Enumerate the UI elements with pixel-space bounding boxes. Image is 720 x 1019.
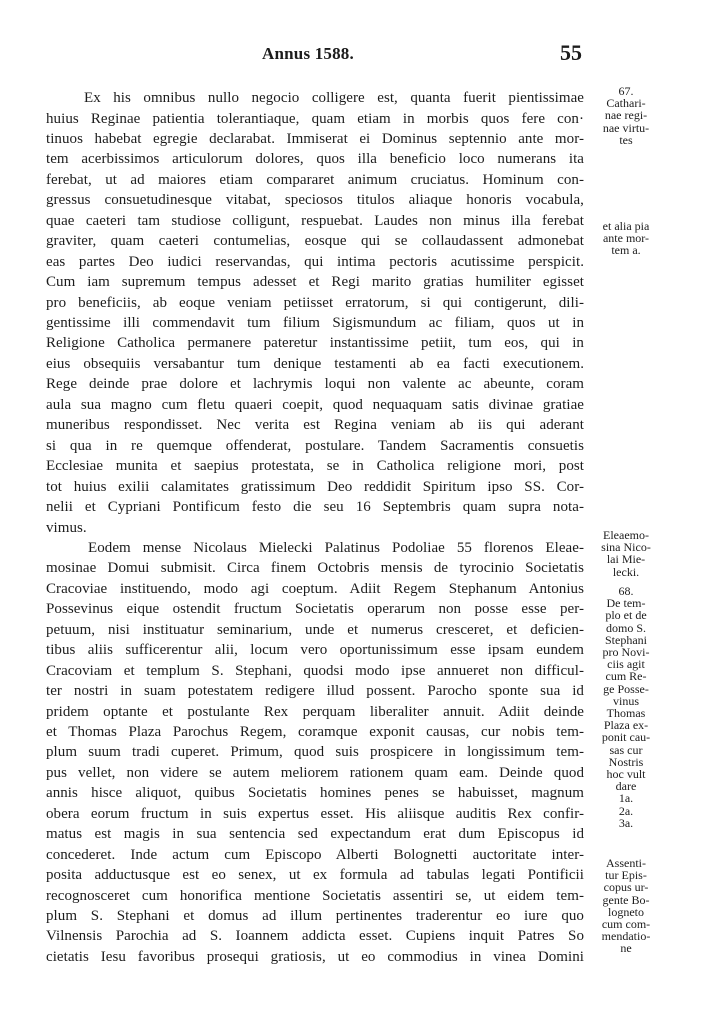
text-line: graviter, quam caeteri contumelias, eosque qui se collaudassent admonebat	[46, 233, 584, 250]
text-line: Ex his omnibus nullo negocio colligere est, quanta fuerit pientissimae	[84, 90, 584, 106]
text-line: Eodem mense Nicolaus Mielecki Palatinus Podoliae 55 florenos Eleae-	[88, 539, 584, 556]
text-line: tot huius exilii calamitates gratissimum Deo reddidit Spiritum ipso SS. Cor-	[46, 478, 584, 495]
text-line: vimus.	[46, 519, 87, 536]
margin-note-line: Assenti-	[606, 856, 646, 870]
text-line: quae caeteri tam studiose colligunt, respuebat. Laudes non minus illa ferebat	[46, 212, 584, 229]
text-line: cietatis Iesu favoribus prosequi gratiosis, ut eo commodius in vinea Domini	[46, 948, 584, 965]
text-line: Cracoviam et templum S. Stephani, quodsi modo ipse annueret non difficul-	[46, 662, 584, 679]
margin-note-line: et alia pia	[602, 219, 650, 233]
margin-note-line: gente Bo-	[602, 892, 650, 907]
text-line: Ecclesiae munita et saepius protestata, se in Catholica religione mori, post	[46, 458, 584, 475]
margin-note-line: sina Nico-	[601, 540, 651, 555]
text-line: et Thomas Plaza Parochus Regem, coramque exponit causas, cur nobis tem-	[46, 723, 584, 740]
text-line: ferebat, ut ad maiores etiam compararet animum cruciatus. Hominum con-	[46, 171, 584, 188]
text-line: nelii et Cypriani Pontificum festo die seu 16 Septembris quam supra nota-	[46, 499, 584, 515]
margin-note-line: nae regi-	[604, 108, 648, 123]
text-line: gentissime illi commendavit tum filium Sigismundum ac filiam, quos ut in	[46, 314, 584, 331]
text-line: petuum, nisi instituatur seminarium, unde et numerus cresceret, et deficien-	[46, 621, 584, 638]
margin-note-line: De tem-	[606, 596, 646, 611]
margin-note-line: domo S.	[605, 620, 646, 635]
margin-note-line: 68.	[618, 584, 634, 598]
text-line: Possevinus eique ostendit fructum Societatis operarum non posse esse per-	[46, 601, 584, 618]
text-line: recognosceret cum honorifica mentione Societatis assentiri se, ut eidem tem-	[46, 887, 584, 904]
margin-note-line: nae virtu-	[602, 120, 650, 135]
margin-note-line: ciis agit	[607, 657, 645, 672]
text-line: posita adductusque est eo senex, ut ex formula ad tabulas legati Pontificii	[46, 867, 584, 884]
text-line: plum suum tradi cuperet. Primum, quod suis prospicere in longissimum tem-	[46, 744, 584, 761]
text-line: pridem optante et postulante Rex perquam liberaliter annuit. Adiit deinde	[46, 703, 584, 720]
text-line: mosinae Domui submisit. Circa finem Octobris mensis de tyrocinio Societatis	[46, 560, 584, 577]
margin-note-line: ne	[620, 941, 632, 956]
margin-note-line: Thomas	[606, 706, 646, 720]
running-header-title: Annus 1588.	[262, 44, 354, 63]
text-line: eius obsequiis versabantur tum denique testamenti ab ea facti executionem.	[46, 355, 584, 372]
text-line: huius Reginae patientia tolerantiaque, quam etiam in morbis quos fere con·	[46, 110, 584, 127]
text-line: tinuos habebat egregie declarabat. Immiserat ei Dominus septennio ante mor-	[46, 130, 584, 147]
margin-note-line: hoc vult	[606, 767, 646, 781]
text-line: ter nostri in suam potestatem redigere illud possent. Parocho sponte sua id	[46, 683, 584, 699]
margin-note-line: cum Re-	[605, 669, 647, 684]
margin-note-line: Plaza ex-	[603, 718, 649, 733]
page-number: 55	[560, 40, 582, 65]
margin-note-line: 67.	[618, 84, 634, 98]
margin-note-line: sas cur	[609, 742, 643, 757]
margin-note-line: pro Novi-	[602, 645, 650, 659]
text-line: obera eorum fructum in suis expertus esset. His aliisque auditis Rex confir-	[46, 805, 584, 822]
text-line: gressus consuetudinesque vitabat, speciosos titulos aliaque honoris vocabula,	[46, 192, 584, 209]
text-line: pro beneficiis, ab eoque veniam petiisset erratorum, si qui contigerunt, dili-	[46, 294, 584, 311]
text-line: eas partes Deo iudici reservandas, qui intima pectoris acutissime perspicit.	[46, 253, 584, 270]
margin-note-line: tur Epis-	[605, 868, 647, 883]
margin-note-line: 2a.	[618, 803, 634, 818]
margin-note-line: Nostris	[608, 754, 644, 769]
text-line: muneribus respondisset. Nec verita est Regina veniam ab iis qui aderant	[46, 417, 584, 434]
margin-note-line: Stephani	[605, 632, 647, 647]
margin-note-line: tem a.	[611, 243, 641, 258]
text-line: tem acerbissimos articulorum dolores, quos illa beneficio loco numerans ita	[46, 151, 584, 168]
text-line: Rege deinde prae dolore et lachrymis loqui non valente ac abeunte, coram	[46, 376, 584, 393]
margin-note-line: lecki.	[612, 564, 640, 579]
text-line: matus est magis in sua sentencia sed expectandum erat dum Episcopus id	[46, 826, 584, 843]
margin-note-line: ge Posse-	[603, 681, 649, 696]
margin-note-line: copus ur-	[603, 880, 649, 895]
margin-note-line: logneto	[608, 904, 644, 919]
text-line: pus vellet, non videre se autem meliorem rationem quam eam. Deinde quod	[46, 764, 584, 781]
text-line: Cum iam supremum tempus adesset et Regi marito gratias humiliter egisset	[46, 274, 584, 290]
text-line: concederet. Inde actum cum Episcopo Alberti Bolognetti auctoritate inter-	[46, 846, 584, 863]
text-line: Religione Catholica permanere pateretur instantissime petiit, tum eos, qui in	[46, 335, 584, 352]
margin-note-line: dare	[615, 779, 637, 794]
text-line: Cracoviae instituendo, modo agi coeptum. Adiit Regem Stephanum Antonius	[46, 580, 584, 597]
margin-note-line: cum com-	[601, 917, 651, 931]
margin-note-line: vinus	[612, 693, 639, 708]
margin-note-line: ponit cau-	[601, 730, 651, 745]
margin-note-line: lai Mie-	[606, 552, 646, 567]
margin-note-line: Cathari-	[606, 96, 646, 111]
text-line: tibus aliis sufficerentur alii, locum vero oportunissimum esse ipsam eundem	[46, 642, 584, 659]
margin-note-line: mendatio-	[601, 929, 651, 944]
margin-note-line: 3a.	[618, 815, 634, 830]
margin-note-line: plo et de	[605, 608, 647, 623]
margin-note-line: tes	[619, 132, 633, 147]
text-line: plum S. Stephani et domus ad illum pertinentes traderentur eo iure quo	[46, 908, 584, 924]
text-line: aula sua magno cum fletu quaeri coepit, quod nequaquam satis divinae gratiae	[46, 396, 584, 413]
text-line: Vilnensis Parochia ad S. Ioannem addicta esset. Cupiens inquit Patres So	[46, 928, 584, 945]
margin-note-line: 1a.	[618, 791, 634, 806]
text-line: si qua in re quemque offenderat, postulare. Tandem Sacramentis consuetis	[46, 437, 584, 454]
margin-note-line: ante mor-	[602, 231, 650, 246]
text-line: annis hisce aliquot, quibus Societatis homines penes se habuisset, magnum	[46, 785, 584, 802]
margin-note-line: Eleaemo-	[603, 528, 649, 542]
